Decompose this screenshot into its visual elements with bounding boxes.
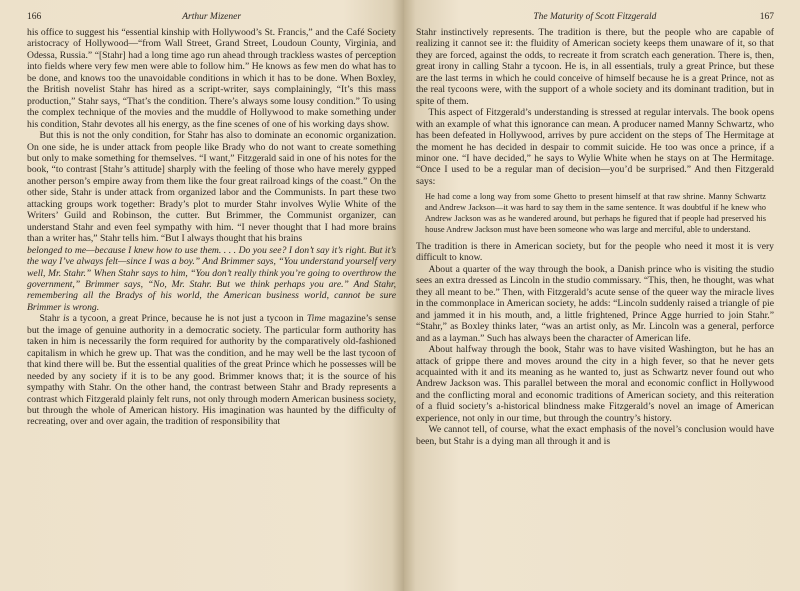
- left-page-body: [27, 27, 396, 428]
- right-page-body: [416, 27, 774, 447]
- emphasis: is: [63, 313, 70, 325]
- left-running-title: Arthur Mizener: [182, 12, 242, 22]
- right-page-number: 167: [759, 12, 774, 22]
- emphasis: belonged to me—because I knew how to use them. . . . Do you see? I don’t say it’s right. But it’s the way I’ve always felt—since I was a boy.” And Brimmer says, “You understand yourself very well, Mr. Stahr.” When Stahr says to him, “You don’t really think you’re going to overthrow the government,” Brimmer says, “No, Mr. Stahr. But we think perhaps you are.” And Stahr, remembering all the Bradys of his world, the American business world, cannot be sure Brimmer is wrong.: [27, 244, 396, 313]
- text-span: Stahr: [39, 313, 60, 325]
- paragraph: This aspect of Fitzgerald’s understanding is stressed at regular intervals. The book opens with an example of what this ignorance can mean. A producer named Manny Schwartz, who has been defeated in Hollywood, arrives by pure accident on the steps of The Hermitage at the moment he has decided in despair to commit suicide. He too was once a prince, if a minor one. “I have decided,” he says to Wylie White when he stays on at The Hermitage. “Once I used to be a regular man of decision—you’d be surprised.” And then Fitzgerald says:: [416, 107, 774, 187]
- right-running-head: [416, 12, 774, 26]
- paragraph: his office to suggest his “essential kinship with Hollywood’s St. Francis,” and the Café Society aristocracy of Hollywood—“from Wall Street, Grand Street, Loudoun County, Virginia, and Odessa, Russia.” “[Stahr] had a long time ago run ahead through trackless wastes of perception into fields where very few men were able to follow him.” He knows as few men do what has to be done, and knows too the unavoidable conditions in which it has to be done. When Boxley, the British novelist Stahr has hired as a script-writer, says complainingly, “It’s this mass production,” Stahr says, “That’s the condition. There’s always some lousy condition.” To using the complex technique of the movies and the muddle of Hollywood to make something under his condition, Stahr devotes all his energy, as the fine scenes of one of his working days show.: [27, 27, 396, 130]
- paragraph: [27, 313, 396, 428]
- left-running-head: [27, 12, 396, 26]
- paragraph: We cannot tell, of course, what the exact emphasis of the novel’s conclusion would have been, but Stahr is a dying man all through it and is: [416, 424, 774, 447]
- paragraph: About a quarter of the way through the book, a Danish prince who is visiting the studio sees an extra dressed as Lincoln in the studio commissary. “This, then, he thought, was what they all meant to be.” Then, with Fitzgerald’s acute sense of the queer way the miracle lives in the commonplace in American society, he adds: “Lincoln suddenly raised a triangle of pie and jammed it in his mouth, and, a little frightened, Prince Agge hurried to join Stahr.” “Stahr,” as Boxley thinks later, “was an artist only, as Mr. Lincoln was a general, perforce and as a layman.” Such has always been the character of American life.: [416, 263, 774, 344]
- paragraph: But this is not the only condition, for Stahr has also to dominate an economic organization. On one side, he is under attack from people like Brady who do not want to create something but only to make something for themselves. “I want,” Fitzgerald said in one of his notes for the book, “to contrast [Stahr’s attitude] sharply with the feeling of those who have merely gypped another person’s empire away from them like the four great railroad kings of the coast.” On the other side, Stahr is under attack from organized labor and the Communists. In part these two attacking groups work together: Brady’s plot to murder Stahr involves Wylie White of the Writers’ Guild and Robinson, the cutter. But Brimmer, the Communist organizer, can understand Stahr and even feel sympathy with him. “I never thought that I had more brains than a writer has,” Stahr tells him. “But I always thought that his brains: [27, 130, 396, 245]
- text-span: a tycoon, a great Prince, because he is not just a tycoon in: [72, 313, 304, 325]
- quote-text: He had come a long way from some Ghetto to present himself at that raw shrine. Manny Schwartz and Andrew Jackson—it was hard to say them in the same sentence. It was doubtful if he knew who Andrew Jackson was as he wandered around, but perhaps he figured that if people had preserved his house Andrew Jackson must have been someone who was large and merciful, able to understand.: [425, 192, 766, 235]
- paragraph: Stahr instinctively represents. The tradition is there, but the people who are capable of realizing it cannot see it: the fluidity of American society keeps them unaware of it, so that they are forced, against the odds, to recreate it from scratch each generation. There is, then, great irony in calling Stahr a tycoon. He is, in all essentials, truly a great Prince, but these are the last terms in which he could conceive of himself because he is a great Prince, not as the real tycoons were, with the support of a whole society and its dominant tradition, but in spite of them.: [416, 27, 774, 107]
- block-quote: [425, 192, 766, 236]
- emphasis: Time: [306, 313, 326, 325]
- right-page: [404, 0, 800, 591]
- text-span: magazine’s sense but the image of genuine authority in a democratic society. The particular form authority has taken in him is necessarily the form required for authority by the comparatively old-fashioned capitalism in which he grew up. That was the condition, and he may well be the last tycoon of that kind there will be. But the essential qualities of the great Prince which he possesses will be needed by any society if it is to be any good. Brimmer knows that; it is the source of his sympathy with Stahr. On the other hand, the contrast between Stahr and Brady represents a contrast which Fitzgerald plainly felt runs, not only through modern American business society, but through the whole of American history. His imagination was haunted by the difficulty of recreating, over and over again, the tradition of responsibility that: [27, 313, 396, 428]
- left-page-number: 166: [27, 12, 42, 22]
- paragraph: About halfway through the book, Stahr was to have visited Washington, but he has an attack of grippe there and moves around the city in a high fever, so that he never gets acquainted with it and its meaning as he wanted to, just as Schwartz never found out who Andrew Jackson was. This parallel between the moral and economic conflict in Hollywood and the conflicting moral and economic traditions of American society, and this reiteration of a fluid society’s a-historical blindness make Fitzgerald’s novel an image of American experience, not only in our time, but through the country’s history.: [416, 344, 774, 424]
- right-running-title: The Maturity of Scott Fitzgerald: [533, 12, 657, 22]
- paragraph: The tradition is there in American society, but for the people who need it most it is very difficult to know.: [416, 240, 774, 264]
- paragraph: [27, 245, 396, 314]
